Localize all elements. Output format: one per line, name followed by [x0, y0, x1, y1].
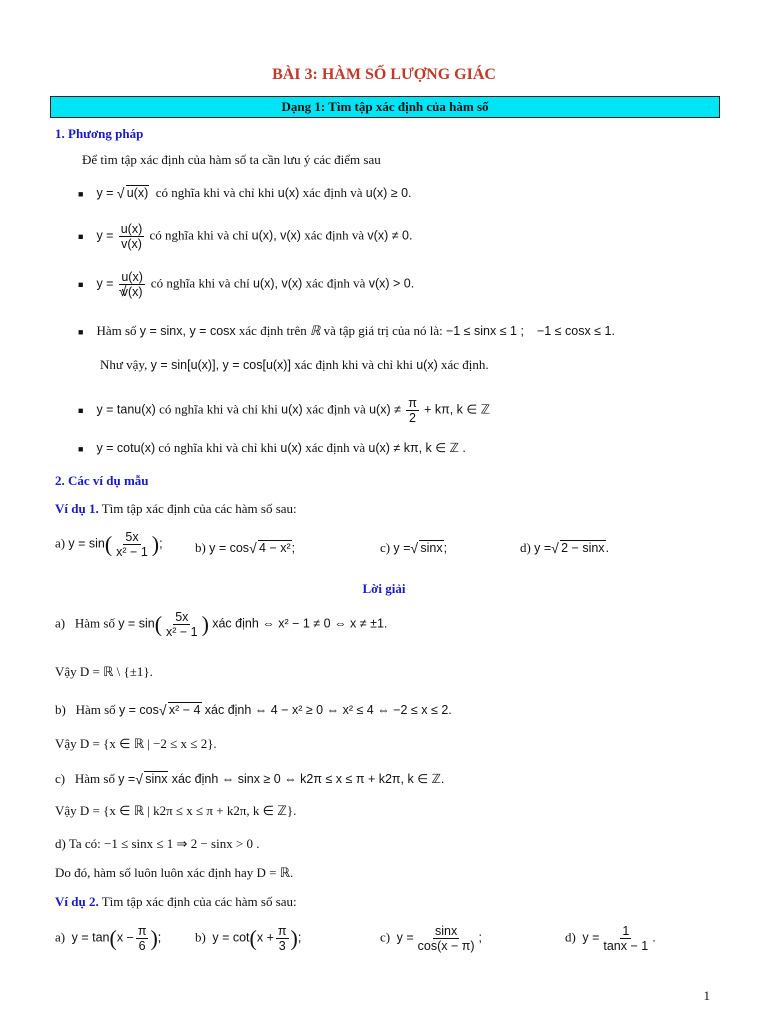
text: xác định khi và chỉ khi: [294, 357, 413, 372]
fraction: [114, 530, 150, 559]
formula: y = cot: [212, 930, 250, 945]
formula: y =: [96, 186, 114, 200]
paren: (: [249, 925, 257, 951]
item-label: c): [55, 771, 66, 786]
formula: −1 ≤ sinx ≤ 1 ;: [445, 324, 524, 338]
text: xác định.: [441, 357, 489, 372]
bullet-1: [78, 185, 412, 201]
text: có nghĩa khi và chỉ khi: [155, 185, 275, 200]
formula: y = sinx, y = cosx: [139, 324, 236, 338]
formula: y = cos: [209, 541, 250, 555]
formula: y = tan: [71, 930, 110, 945]
text: Hàm số: [96, 323, 137, 338]
formula: ;: [297, 930, 302, 945]
numerator: π: [408, 396, 417, 410]
sqrt-expr: [159, 703, 202, 717]
section-heading-examples: 2. Các ví dụ mẫu: [55, 473, 149, 488]
formula: y =: [96, 228, 114, 243]
denominator: 6: [138, 939, 146, 953]
solution-c-result: Vậy D = {x ∈ ℝ | k2π ≤ x ≤ π + k2π, k ∈ ℤ}.: [55, 803, 297, 818]
numerator: 5x: [125, 530, 139, 544]
numerator: u(x): [121, 270, 143, 284]
text: xác định và: [302, 185, 363, 200]
solution-a-result: Vậy D = ℝ \ {±1}.: [55, 664, 153, 679]
example-label: Ví dụ 2.: [55, 894, 99, 909]
fraction: [164, 610, 200, 639]
text: xác định và: [305, 401, 366, 417]
fraction: [119, 222, 145, 251]
item-label: a): [55, 535, 66, 551]
item-label: d): [520, 540, 531, 555]
denominator: x² − 1: [166, 625, 198, 639]
item-label: c): [380, 540, 391, 555]
paren: ): [150, 925, 158, 951]
solution-b-result: Vậy D = {x ∈ ℝ | −2 ≤ x ≤ 2}.: [55, 736, 217, 751]
formula: y =: [393, 541, 411, 555]
bullet-marker: ■: [78, 444, 84, 454]
example-1-d: [520, 540, 609, 556]
text: Hàm số: [74, 615, 115, 631]
formula: ;: [478, 930, 483, 945]
formula: xác định ⇔ sinx ≥ 0 ⇔ k2π ≤ x ≤ π + k2π, k ∈ ℤ.: [171, 772, 445, 786]
formula: y = sin: [118, 616, 155, 631]
item-label: a): [55, 929, 66, 945]
formula: y =: [396, 930, 414, 945]
example-1-a: [55, 530, 163, 559]
numerator: 1: [622, 924, 630, 938]
fraction: [136, 924, 149, 953]
denominator: x² − 1: [116, 545, 148, 559]
item-label: d): [565, 929, 576, 945]
formula: u(x), v(x): [251, 228, 301, 243]
formula: u(x): [416, 358, 438, 372]
example-label: Ví dụ 1.: [55, 501, 99, 516]
formula: y = cotu(x): [96, 441, 156, 455]
paren: (: [109, 925, 117, 951]
fraction: [406, 396, 419, 425]
text: có nghĩa khi và chỉ khi: [158, 440, 278, 455]
section-banner: Dạng 1: Tìm tập xác định của hàm số: [50, 96, 720, 118]
formula: u(x) ≠: [369, 402, 401, 417]
sqrt-expr: [135, 772, 168, 786]
formula: xác định ⇔ x² − 1 ≠ 0 ⇔ x ≠ ±1.: [212, 616, 388, 631]
bullet-6: [78, 440, 466, 456]
page-number: 1: [703, 988, 710, 1003]
numerator: π: [277, 924, 287, 938]
example-2-prompt: [55, 894, 297, 910]
formula: y = tanu(x): [96, 402, 156, 417]
solution-d-result: Do đó, hàm số luôn luôn xác định hay D = ℝ.: [55, 865, 294, 880]
example-2-a: [55, 924, 161, 953]
formula: y =: [582, 930, 600, 945]
fraction: [276, 924, 289, 953]
denominator: cos(x − π): [417, 939, 475, 953]
denominator: tanx − 1: [603, 939, 649, 953]
text: Tìm tập xác định của các hàm số sau:: [101, 501, 297, 516]
formula: v(x) > 0.: [368, 276, 415, 291]
text: xác định và: [305, 275, 366, 291]
formula: ℝ: [310, 323, 321, 338]
formula: ;: [291, 541, 296, 555]
denominator: v(x): [121, 237, 142, 251]
denominator: 2: [409, 411, 416, 425]
formula: y =: [534, 541, 552, 555]
page-title: BÀI 3: HÀM SỐ LƯỢNG GIÁC: [272, 66, 496, 83]
solution-heading: Lời giải: [362, 581, 406, 596]
denominator: [119, 285, 146, 299]
text: Như vậy,: [100, 357, 148, 372]
formula: y =: [118, 772, 136, 786]
text: xác định và: [304, 227, 365, 243]
item-label: b): [55, 702, 66, 717]
paren: ): [290, 925, 298, 951]
formula: u(x), v(x): [252, 276, 303, 291]
formula: y = cos: [118, 703, 159, 717]
text: xác định trên: [238, 323, 307, 338]
sqrt-expr: [410, 541, 443, 555]
denominator: 3: [278, 939, 286, 953]
formula: u(x): [281, 402, 303, 417]
bullet-marker: ■: [78, 279, 84, 290]
formula: v(x) ≠ 0.: [367, 228, 413, 243]
example-1-prompt: [55, 501, 297, 517]
example-2-b: [195, 924, 301, 953]
example-2-c: [380, 924, 482, 953]
formula: ;: [157, 930, 162, 945]
text: có nghĩa khi và chỉ khi: [159, 401, 278, 417]
formula: + kπ, k ∈ ℤ: [424, 402, 491, 417]
formula: u(x): [280, 441, 302, 455]
formula: u(x): [277, 186, 300, 200]
bullet-4-continued: [100, 357, 489, 373]
numerator: 5x: [175, 610, 189, 624]
example-2-d: [565, 924, 656, 953]
fraction: [119, 270, 146, 299]
sqrt-expr: [249, 541, 292, 555]
text: Hàm số: [75, 702, 116, 717]
formula: x −: [116, 930, 134, 945]
fraction: [416, 924, 477, 953]
item-label: a): [55, 615, 66, 631]
radicand: sinx: [420, 541, 443, 555]
radicand: 4 − x²: [259, 541, 291, 555]
radicand: u(x): [126, 186, 149, 200]
solution-c: [55, 771, 444, 787]
bullet-2: [78, 222, 412, 251]
bullet-marker: ■: [78, 405, 84, 416]
formula: y = sin: [68, 536, 105, 551]
example-1-c: [380, 540, 447, 556]
numerator: π: [137, 924, 147, 938]
bullet-marker: ■: [78, 231, 84, 242]
formula: ;: [443, 541, 448, 555]
intro-text: Để tìm tập xác định của hàm số ta cần lưu ý các điểm sau: [82, 152, 381, 167]
solution-b: [55, 702, 452, 718]
section-heading-method: 1. Phương pháp: [55, 126, 144, 141]
paren: (: [104, 531, 113, 557]
numerator: u(x): [120, 222, 143, 236]
formula: .: [605, 541, 610, 555]
text: Hàm số: [74, 771, 115, 786]
formula: −1 ≤ cosx ≤ 1.: [536, 324, 615, 338]
text: có nghĩa khi và chỉ: [150, 275, 250, 291]
formula: .: [652, 930, 656, 945]
fraction: [601, 924, 650, 953]
bullet-marker: ■: [78, 327, 84, 337]
radicand: sinx: [145, 772, 168, 786]
bullet-4: [78, 323, 615, 339]
formula: x +: [256, 930, 274, 945]
radicand: 2 − sinx: [561, 541, 605, 555]
bullet-3: [78, 270, 414, 299]
item-label: b): [195, 540, 206, 555]
bullet-marker: ■: [78, 189, 84, 199]
solution-d: d) Ta có: −1 ≤ sinx ≤ 1 ⇒ 2 − sinx > 0 .: [55, 836, 260, 851]
formula: y = sin[u(x)], y = cos[u(x)]: [150, 358, 291, 372]
text: xác định và: [305, 440, 366, 455]
paren: (: [154, 611, 163, 637]
formula: ;: [159, 536, 163, 551]
radicand: v(x): [121, 285, 143, 299]
radicand: x² − 4: [168, 703, 201, 717]
formula: y =: [96, 276, 114, 291]
formula: u(x) ≠ kπ, k ∈ ℤ .: [368, 441, 466, 455]
item-label: c): [380, 929, 391, 945]
example-1-b: [195, 540, 295, 556]
solution-a: [55, 610, 387, 639]
formula: xác định ⇔ 4 − x² ≥ 0 ⇔ x² ≤ 4 ⇔ −2 ≤ x ≤ 2.: [204, 703, 452, 717]
sqrt-expr: [117, 186, 150, 200]
text: Tìm tập xác định của các hàm số sau:: [101, 894, 297, 909]
paren: ): [151, 531, 160, 557]
formula: u(x) ≥ 0.: [365, 186, 412, 200]
item-label: b): [195, 929, 206, 945]
text: có nghĩa khi và chỉ: [149, 227, 249, 243]
numerator: sinx: [434, 924, 458, 938]
paren: ): [201, 611, 209, 637]
text: và tập giá trị của nó là:: [323, 323, 443, 338]
sqrt-expr: [551, 541, 605, 555]
bullet-5: [78, 396, 490, 425]
